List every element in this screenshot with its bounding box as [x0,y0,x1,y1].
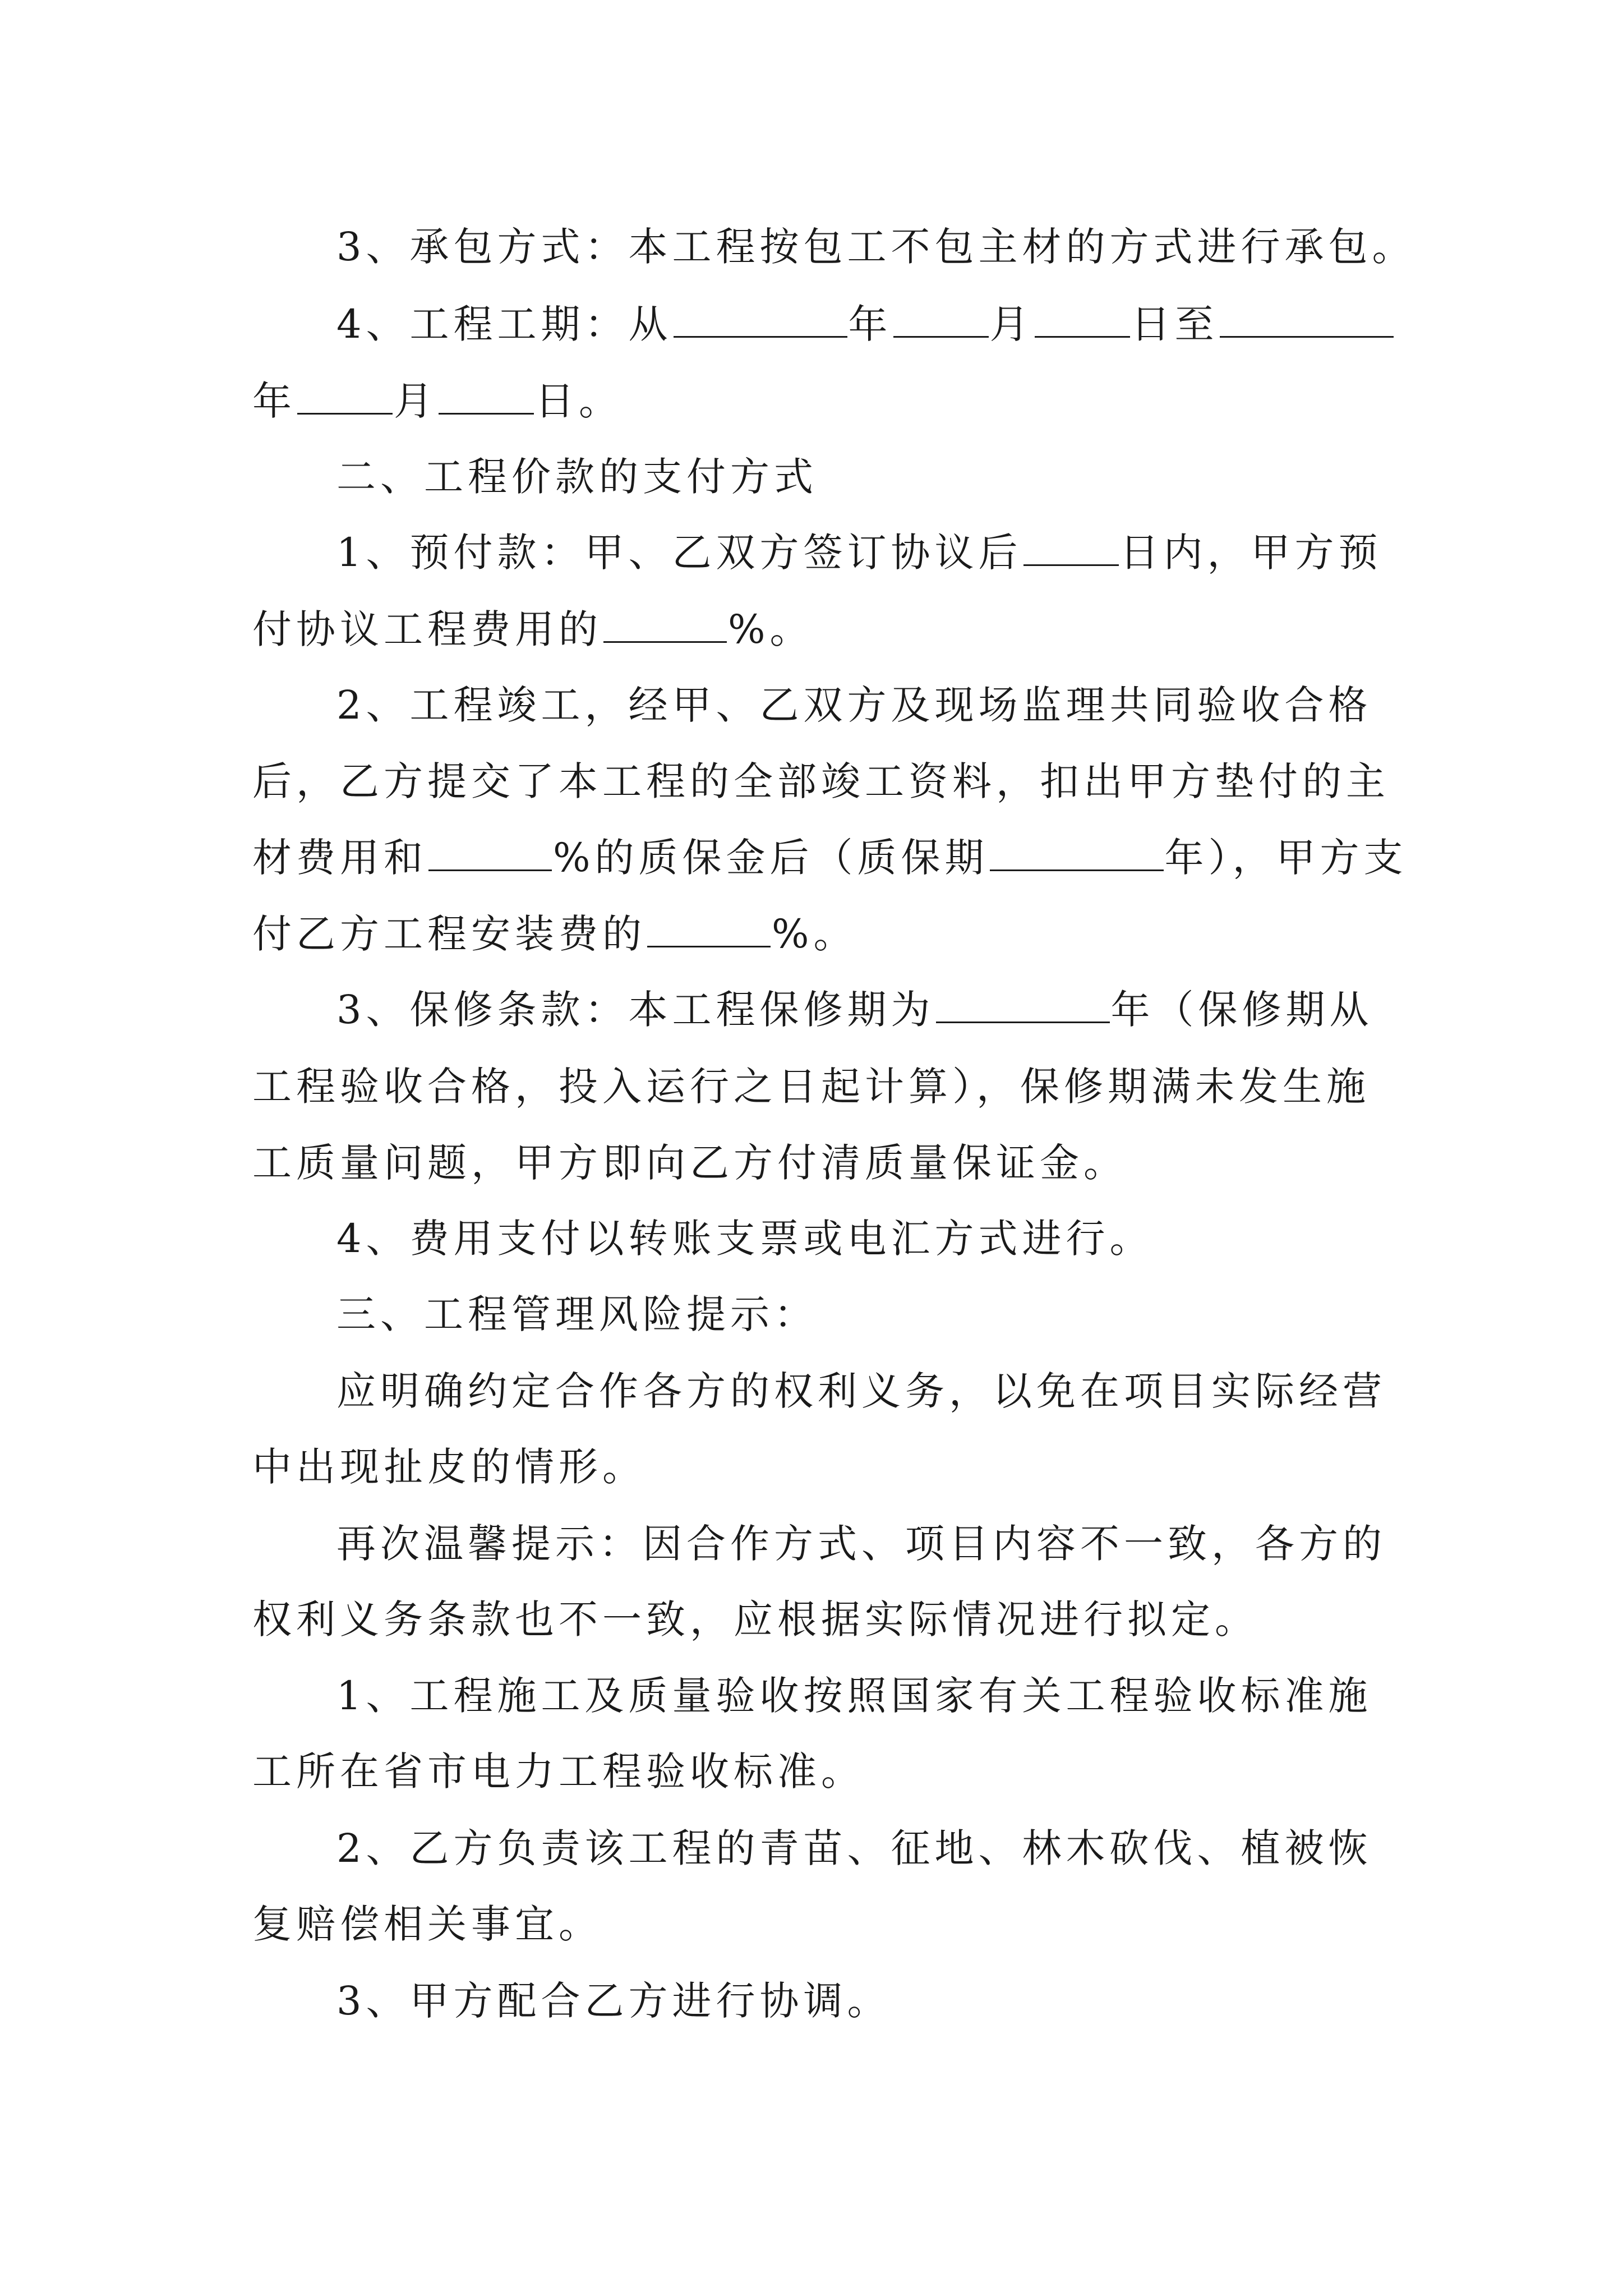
clause-schedule [336,293,1464,355]
section-heading-risk [336,1283,1464,1345]
text: 日内，甲方预 [1119,530,1382,576]
text: 年 [848,301,892,347]
clause-advance-payment [336,522,1464,583]
clause-acceptance-standard [336,1665,1464,1727]
text: %。 [728,606,814,652]
clause-advance-payment-cont [252,599,1380,660]
blank-field [603,606,727,643]
blank-field [647,911,771,947]
reminder-paragraph-cont [252,1589,1380,1650]
text: 1、预付款：甲、乙双方签订协议后 [336,530,1022,576]
clause-schedule-cont [252,370,1380,432]
blank-field [936,987,1110,1023]
text: 3、甲方配合乙方进行协调。 [336,1978,891,2024]
reminder-paragraph [336,1513,1464,1575]
text: 后，乙方提交了本工程的全部竣工资料，扣出甲方垫付的主 [252,758,1390,804]
blank-field [1035,301,1130,338]
text: 材费用和 [252,835,427,881]
text: 月 [394,378,437,424]
text: 4、费用支付以转账支票或电汇方式进行。 [336,1216,1154,1262]
text: 日至 [1131,301,1219,347]
clause-completion [336,674,1464,736]
text: 再次温馨提示：因合作方式、项目内容不一致，各方的 [336,1521,1386,1567]
text: 权利义务条款也不一致，应根据实际情况进行拟定。 [252,1596,1258,1642]
text: 2、工程竣工，经甲、乙双方及现场监理共同验收合格 [336,682,1372,728]
clause-warranty [336,979,1464,1041]
text: 付乙方工程安装费的 [252,911,646,957]
section-heading-payment [336,446,1464,508]
blank-field [297,378,393,415]
text: 工程验收合格，投入运行之日起计算），保修期满未发生施 [252,1064,1370,1110]
clause-completion-cont [252,751,1390,812]
clause-compensation-cont [252,1893,1380,1955]
clause-payment-method [336,1208,1464,1269]
text: 二、工程价款的支付方式 [336,454,818,500]
text: 月 [989,301,1034,347]
clause-warranty-cont [252,1132,1380,1194]
text: 3、保修条款：本工程保修期为 [336,987,935,1033]
clause-compensation [336,1818,1464,1879]
text: 1、工程施工及质量验收按照国家有关工程验收标准施 [336,1673,1372,1719]
clause-completion-cont [252,903,1380,965]
risk-paragraph-cont [252,1436,1380,1498]
risk-paragraph [336,1360,1464,1422]
text: %。 [772,911,857,957]
text: 年（保修期从 [1110,987,1373,1033]
text: 工质量问题，甲方即向乙方付清质量保证金。 [252,1140,1127,1186]
text: 付协议工程费用的 [252,606,602,652]
text: 4、工程工期：从 [336,301,672,347]
clause-contract-method [336,216,1464,278]
text: 工所在省市电力工程验收标准。 [252,1749,865,1795]
blank-field [428,835,552,871]
blank-field [1023,530,1119,566]
text: 年），甲方支 [1164,835,1408,881]
text: %的质保金后（质保期 [553,835,989,881]
blank-field [990,835,1164,871]
text: 三、工程管理风险提示： [336,1291,818,1337]
blank-field [893,301,989,338]
clause-warranty-cont [252,1056,1380,1117]
text: 3、承包方式：本工程按包工不包主材的方式进行承包。 [336,224,1416,270]
clause-acceptance-standard-cont [252,1741,1380,1802]
clause-coordination [336,1970,1464,2032]
text: 2、乙方负责该工程的青苗、征地、林木砍伐、植被恢 [336,1825,1372,1871]
blank-field [439,378,534,415]
blank-field [674,301,847,338]
text: 应明确约定合作各方的权利义务，以免在项目实际经营 [336,1368,1386,1414]
clause-completion-cont [252,827,1408,889]
blank-field [1220,301,1394,338]
text: 日。 [535,378,623,424]
text: 复赔偿相关事宜。 [252,1901,602,1947]
text: 中出现扯皮的情形。 [252,1444,646,1490]
text: 年 [252,378,296,424]
